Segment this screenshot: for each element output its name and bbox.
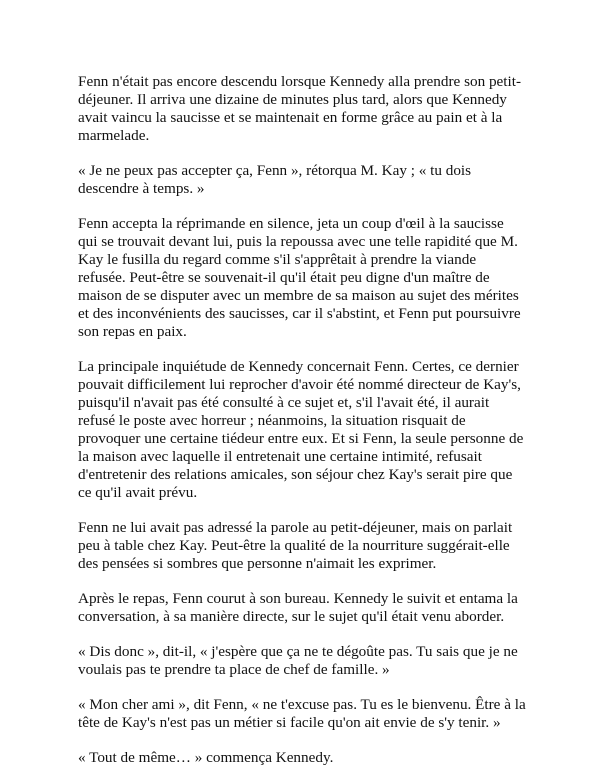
paragraph: Fenn accepta la réprimande en silence, jeta un coup d'œil à la saucisse qui se trouvait devant lui, puis la repoussa avec une telle rapidité que M. Kay le fusilla du regard comme s'il s'apprêtait à prendre la viande refusée. Peut-être se souvenait-il qu'il était peu digne d'un maître de maison de se disputer avec un membre de sa maison au sujet des mérites et des inconvénients des saucisses, car il s'abstint, et Fenn put poursuivre son repas en paix. <box>78 215 521 340</box>
paragraph: Après le repas, Fenn courut à son bureau. Kennedy le suivit et entama la conversation, à sa manière directe, sur le sujet qu'il était venu aborder. <box>78 590 518 625</box>
paragraph: Fenn n'était pas encore descendu lorsque Kennedy alla prendre son petit-déjeuner. Il arriva une dizaine de minutes plus tard, alors que Kennedy avait vaincu la saucisse et se maintenait en forme grâce au pain et à la marmelade. <box>78 73 522 144</box>
paragraph: Fenn ne lui avait pas adressé la parole au petit-déjeuner, mais on parlait peu à table chez Kay. Peut-être la qualité de la nourriture suggérait-elle des pensées si sombres que personne n'aimait les exprimer. <box>78 519 513 572</box>
paragraph: « Tout de même… » commença Kennedy. <box>78 749 334 766</box>
paragraph: « Mon cher ami », dit Fenn, « ne t'excuse pas. Tu es le bienvenu. Être à la tête de Kay's n'est pas un métier si facile qu'on ait envie de s'y tenir. » <box>78 696 526 731</box>
paragraph: « Dis donc », dit-il, « j'espère que ça ne te dégoûte pas. Tu sais que je ne voulais pas te prendre ta place de chef de famille. » <box>78 643 518 678</box>
document-page <box>78 73 526 784</box>
paragraph: « Je ne peux pas accepter ça, Fenn », rétorqua M. Kay ; « tu dois descendre à temps. » <box>78 162 472 197</box>
paragraph: La principale inquiétude de Kennedy concernait Fenn. Certes, ce dernier pouvait difficilement lui reprocher d'avoir été nommé directeur de Kay's, puisqu'il n'avait pas été consulté à ce sujet et, s'il l'avait été, il aurait refusé le poste avec horreur ; néanmoins, la situation risquait de provoquer une certaine tiédeur entre eux. Et si Fenn, la seule personne de la maison avec laquelle il entretenait une certaine intimité, refusait d'entretenir des relations amicales, son séjour chez Kay's serait pire que ce qu'il avait prévu. <box>78 358 524 501</box>
